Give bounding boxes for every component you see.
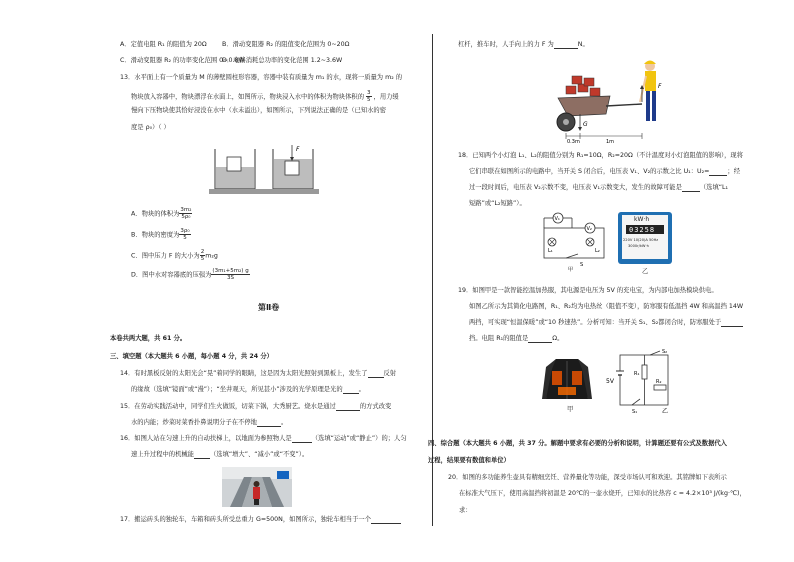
- q18-line2: 它们串联在如图所示的电路中，当开关 S 闭合后，电压表 V₁、V₂的示数之比 U₁：U₂= ；经: [469, 168, 741, 175]
- q12-option-c: C．滑动变阻器 R₂ 的功率变化范围 0~0.8W: [120, 57, 245, 64]
- q13-option-d: D．图中水对容器底的压强为 $\frac{\text{(3m₁+5m₂) g}}{3S}$: [131, 268, 249, 281]
- comprehensive-heading-2: 过程，结果要有数值和单位）: [428, 457, 510, 464]
- dim-1m: 1m: [606, 139, 615, 144]
- electricity-meter: [618, 212, 672, 264]
- circuit-label-yi: 乙: [662, 408, 669, 415]
- q13-option-a: A．物块的体积为 $\frac{\text{3m₂}}{\text{5ρ₀}}$: [131, 207, 192, 220]
- meter-constant: 3000r/kW·h: [628, 244, 649, 248]
- battery-5v: 5V: [606, 378, 614, 385]
- meter-unit: kW·h: [634, 216, 650, 223]
- q18-circuit: [538, 210, 614, 272]
- ground: [209, 189, 319, 194]
- q14-line1: 14．有时黑板反射的太阳光会“晃”着同学的眼睛，这是因为太阳光照射到黑板上，发生了 反射: [120, 370, 397, 377]
- svg-text:R₁: R₁: [634, 371, 640, 377]
- q12-option-d: D．电路消耗总功率的变化范围 1.2~3.6W: [222, 57, 343, 64]
- q15-line2: 水的内能；炒菜时菜香扑鼻说明分子在不停地 。: [131, 419, 288, 426]
- svg-text:L₂: L₂: [595, 248, 600, 254]
- q17-line1: 17．搬运砖头的独轮车，车箱和砖头所受总重力 G=500N，如图所示，独轮车相当于一个: [120, 516, 401, 524]
- q14-line2: 的缘故（选填“镜面”或“漫”）；“坐井观天，所见甚小”涉及的光学原理是光的 。: [131, 386, 365, 393]
- q13-option-c: C．图中压力 F 的大小为 $\frac{2}{5}$ m₂g: [131, 249, 218, 262]
- q15-line1: 15．在劳动实践活动中，同学们生火做饭，切菜下锅，大秀厨艺。烧水是通过 的方式改变: [120, 403, 392, 410]
- q18-line4: 短路”或“L₂短路”）。: [469, 200, 526, 207]
- q20-line3: 求：: [459, 507, 472, 514]
- container-right: [273, 145, 313, 189]
- q12-option-a: A．定值电阻 R₁ 的阻值为 20Ω: [120, 41, 207, 48]
- q19-circuit: [604, 345, 684, 415]
- svg-text:S₁: S₁: [632, 409, 638, 415]
- heated-jacket-photo: [542, 355, 592, 403]
- meter-label-yi: 乙: [642, 268, 649, 275]
- force-label-f: F: [296, 146, 300, 153]
- svg-text:R₂: R₂: [656, 379, 662, 385]
- switch-s1: [632, 399, 640, 405]
- q13-line1: 13．水平面上有一个质量为 M 的薄壁圆柱形容器，容器中装有质量为 m₁ 的水，现将一质量为 m₂ 的: [120, 74, 403, 81]
- container-left: [215, 149, 255, 189]
- meter-display: 03258: [626, 225, 664, 234]
- q12-option-b: B．滑动变阻器 R₂ 的阻值变化范围为 0~20Ω: [222, 41, 350, 48]
- force-label-f: F: [658, 83, 662, 90]
- svg-text:L₁: L₁: [548, 248, 553, 254]
- comprehensive-heading: 四、综合题（本大题共 6 小题，共 37 分。解题中要求有必要的分析和说明，计算题还要有公式及数据代入: [428, 440, 727, 447]
- fill-in-heading: 三、填空题（本大题共 6 小题，每小题 4 分，共 24 分）: [110, 353, 273, 360]
- q13-line4: 度是 ρ₀）（ ）: [131, 124, 170, 131]
- svg-text:V₂: V₂: [586, 226, 592, 232]
- resistor-r2: [654, 385, 666, 390]
- q16-line2: 速上升过程中的机械能 （选填“增大”、“减小”或“不变”）。: [131, 451, 309, 458]
- q16-line1: 16．如图人站在匀速上升的自动扶梯上，以地面为参照物人是 （选填“运动”或“静止”）的；人匀: [120, 435, 407, 442]
- q19-line1: 19．如图甲是一款智能控温加热服，其电源是电压为 5V 的充电宝，为内部电加热模块供电。: [458, 287, 718, 294]
- q18-line3: 过一段时间后，电压表 V₂示数不变，电压表 V₁示数变大，发生的故障可能是 （选填“L₁: [469, 184, 729, 191]
- weight-label-g: G: [583, 121, 588, 128]
- column-divider: [432, 34, 433, 526]
- q13-figure: [205, 141, 325, 197]
- meter-rating: 220V 10(20)A 50Hz: [623, 238, 659, 242]
- switch-s2: [650, 351, 660, 355]
- q13-line3: 慢向下压物块使其恰好浸没在水中（水未溢出），如图所示，下列说法正确的是（已知水的密: [131, 107, 387, 114]
- section-2-subtitle: 本卷共两大题，共 61 分。: [110, 335, 187, 342]
- q18-line1: 18．已知两个小灯泡 L₁、L₂的阻值分别为 R₁=10Ω，R₂=20Ω（不计温度对小灯泡阻值的影响），现将: [458, 152, 744, 159]
- q20-line1: 20．如图的多功能养生壶具有精细烹饪、营养量化等功能，深受市场认可和欢迎。其铭牌如下表所示: [448, 474, 727, 481]
- svg-text:S: S: [580, 262, 584, 268]
- q13-fraction: $\frac{3}{5}$: [367, 90, 371, 103]
- right-column: [428, 0, 794, 562]
- dim-0-3m: 0.3m: [567, 139, 580, 144]
- section-2-title: 第Ⅱ卷: [258, 303, 280, 312]
- q13-option-b: B．物块的密度为 $\frac{\text{3ρ₀}}{5}$: [131, 228, 190, 241]
- wheelbarrow-figure: [550, 56, 670, 144]
- switch-s: [566, 254, 578, 258]
- q17-line2: 杠杆，推车时，人手向上的力 F 为 N。: [458, 41, 589, 48]
- q13-line2: 物块放入容器中，物块漂浮在水面上，如图所示，物块浸入水中的体积为物块体积的 $\frac{3}{5}$ ，用力缓: [131, 90, 399, 103]
- resistor-r1: [642, 365, 647, 379]
- label-jia: 甲: [568, 267, 574, 272]
- q20-line2: 在标准大气压下，使用高温挡将初温是 20℃的一壶水烧开，已知水的比热容 c = 4.2×10³ J/(kg·℃)，: [459, 490, 746, 497]
- q19-line4: 挡。电阻 R₁的阻值是 Ω。: [469, 335, 564, 342]
- svg-text:V₁: V₁: [554, 216, 560, 222]
- q19-line2: 如图乙所示为其简化电路图，R₁、R₂均为电热丝（阻值不变），防寒服有低温挡 4W 和高温挡 14W: [469, 303, 744, 310]
- svg-text:S₂: S₂: [662, 349, 668, 355]
- escalator-photo: [222, 467, 292, 507]
- q19-line3: 两挡，可实现“恒温保暖”或“10 秒速热”。分析可知：当开关 S₁、S₂都闭合时，防寒服处于: [469, 319, 743, 327]
- jacket-label-jia: 甲: [567, 406, 574, 413]
